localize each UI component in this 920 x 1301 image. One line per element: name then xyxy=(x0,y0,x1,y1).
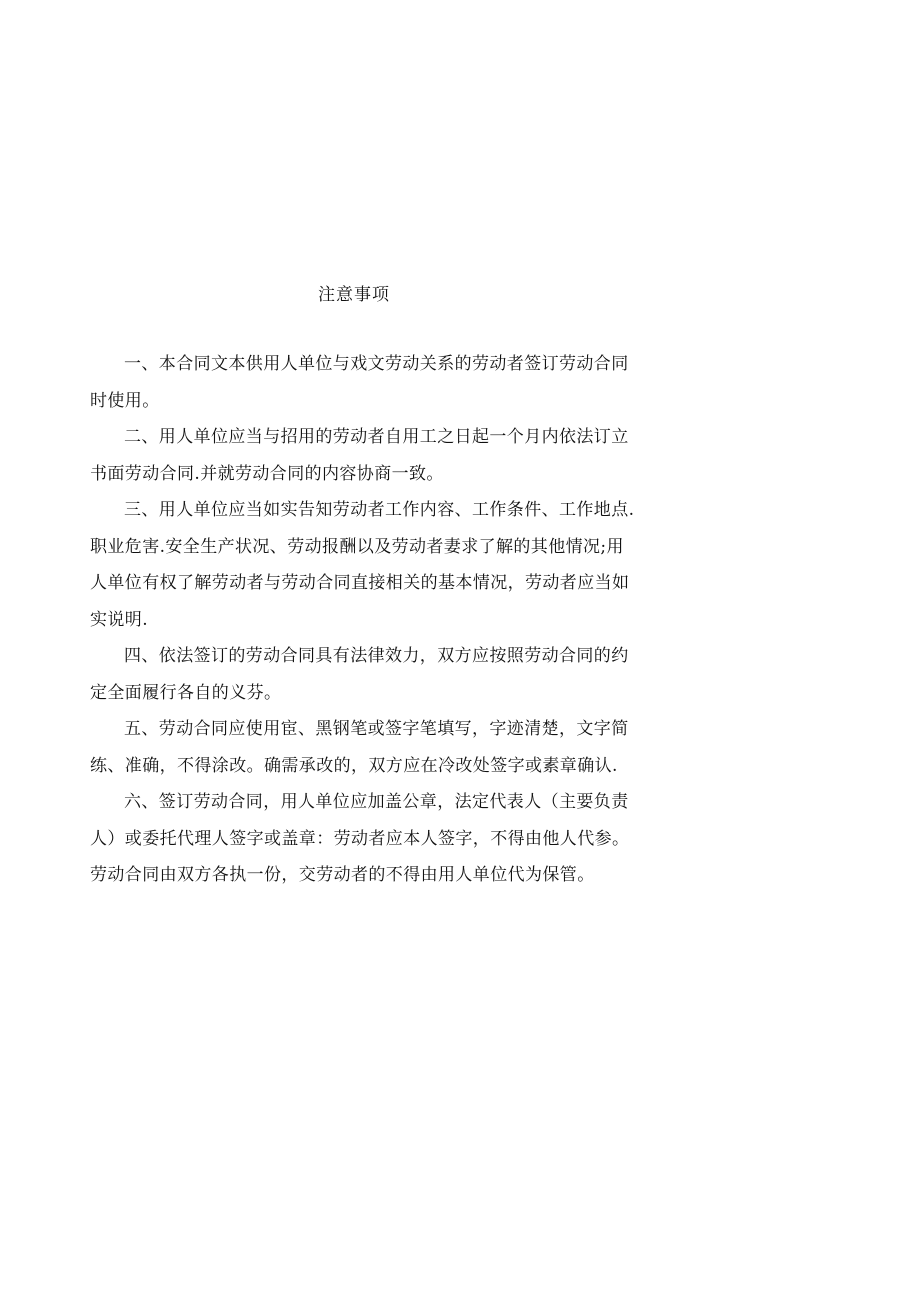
paragraph-2 xyxy=(90,419,629,492)
paragraph-6 xyxy=(90,784,630,894)
paragraph-line: 时使用。 xyxy=(90,390,160,411)
page-title: 注意事项 xyxy=(318,285,390,305)
paragraph-line: 四、依法签订的劳动合同具有法律效力，双方应按照劳动合同的约 xyxy=(124,646,629,666)
paragraph-line: 一、本合同文本供用人单位与戏文劳动关系的劳动者签订劳动合同 xyxy=(124,354,629,374)
paragraph-line: 书面劳动合同.并就劳动合同的内容协商一致。 xyxy=(90,463,444,484)
paragraph-line: 职业危害.安全生产状况、劳动报酬以及劳动者妻求了解的其他情况;用 xyxy=(90,536,624,557)
paragraph-line: 三、用人单位应当如实告知劳动者工作内容、工作条件、工作地点. xyxy=(124,500,635,520)
paragraph-line: 人）或委托代理人签字或盖章：劳动者应本人签字，不得由他人代参。 xyxy=(90,828,630,849)
paragraph-line: 劳动合同由双方各执一份，交劳动者的不得由用人单位代为保管。 xyxy=(90,865,595,885)
paragraph-line: 二、用人单位应当与招用的劳动者自用工之日起一个月内依法订立 xyxy=(124,427,629,447)
paragraph-line: 六、签订劳动合同，用人单位应加盖公章，法定代表人（主要负责 xyxy=(124,792,629,812)
paragraph-1 xyxy=(90,346,629,419)
paragraph-line: 五、劳动合同应使用宦、黑钢笔或签字笔填写，字迹清楚，文字简 xyxy=(124,719,629,739)
paragraph-3 xyxy=(90,492,635,638)
paragraph-line: 定全面履行各自的义芬。 xyxy=(90,682,282,703)
paragraph-line: 人单位有权了解劳动者与劳动合同直接相关的基本情况，劳动者应当如 xyxy=(90,573,630,593)
notice-body xyxy=(90,346,635,894)
paragraph-4 xyxy=(90,638,629,711)
paragraph-line: 练、准确，不得涂改。确需承改的，双方应在冷改处签字或素章确认. xyxy=(90,755,618,776)
paragraph-line: 实说明. xyxy=(90,609,149,630)
paragraph-5 xyxy=(90,711,629,784)
